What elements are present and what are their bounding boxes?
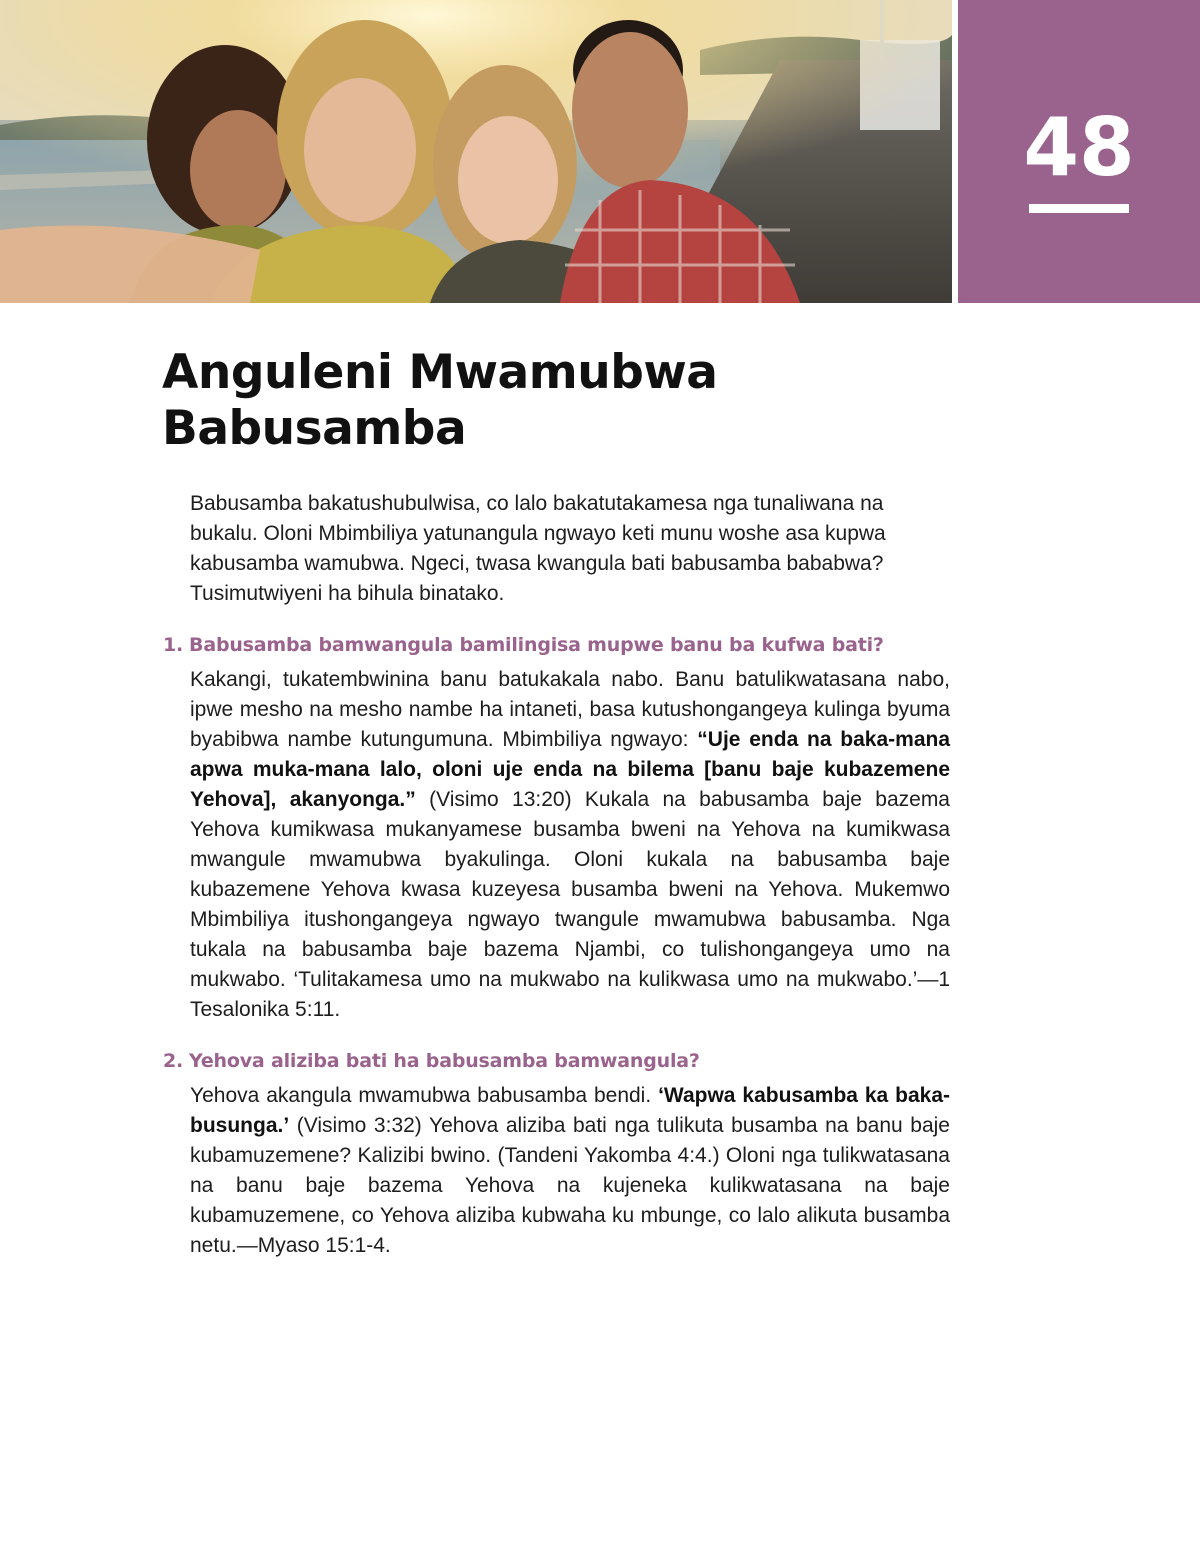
page-title-line-1: Anguleni Mwamubwa [162, 345, 718, 400]
page-title-line-2: Babusamba [162, 401, 467, 456]
lesson-number: 48 [1023, 101, 1135, 194]
answer-2-quote: ‘Wapwa kabusamba ka baka-busunga.’ [190, 1084, 950, 1137]
intro-paragraph: Babusamba bakatushubulwisa, co lalo bakatutakamesa nga tunaliwana na bukalu. Oloni Mbimbiliya yatunangula ngwayo keti munu woshe asa kupwa kabusamba wamubwa. Ngeci, twasa kwangula bati babusamba bababwa? Tusimutwiyeni ha bihula binatako. [190, 492, 886, 605]
question-1-number: 1. [163, 634, 184, 656]
question-2-text: Yehova aliziba bati ha babusamba bamwangula? [189, 1050, 700, 1072]
question-2-number: 2. [163, 1050, 184, 1072]
answer-1-paragraph [190, 665, 950, 1025]
lesson-number-underline [1029, 204, 1129, 213]
photo-of-friends-selfie-icon [0, 0, 952, 303]
answer-1-text-before: Kakangi, tukatembwinina banu batukakala nabo. Banu batulikwatasana nabo, ipwe mesho na mesho nambe ha intaneti, basa kutushongangeya kulinga byuma byabibwa nambe kutungumuna. Mbimbiliya ngwayo: [190, 668, 950, 751]
answer-2-text-after: (Visimo 3:32) Yehova aliziba bati nga tulikuta busamba na banu baje kubamuzemene? Kalizibi bwino. (Tandeni Yakomba 4:4.) Oloni nga tulikwatasana na banu baje bazema Yehova na kujeneka kulikwatasana na baje kubamuzemene, co Yehova aliziba kubwaha ku mbunge, co lalo alikuta busamba netu.—Myaso 15:1-4. [190, 1114, 950, 1257]
question-2 [163, 1047, 963, 1075]
header-photo [0, 0, 952, 303]
lesson-number-tab [958, 0, 1200, 303]
question-1-text: Babusamba bamwangula bamilingisa mupwe banu ba kufwa bati? [189, 634, 884, 656]
answer-2-text-before: Yehova akangula mwamubwa babusamba bendi. [190, 1084, 659, 1107]
page-title [162, 345, 962, 457]
answer-2-paragraph [190, 1081, 950, 1261]
answer-1-quote: “Uje enda na baka-mana apwa muka-mana lalo, oloni uje enda na bilema [banu baje kubazemene Yehova], akanyonga.” [190, 728, 951, 811]
lesson-content [0, 489, 1200, 1261]
answer-1-text-after: (Visimo 13:20) Kukala na babusamba baje bazema Yehova kumikwasa mukanyamese busamba bweni na Yehova na kumikwasa mwangule mwamubwa byakulinga. Oloni kukala na babusamba baje kubazemene Yehova kwasa kuzeyesa busamba bweni na Yehova. Mukemwo Mbimbiliya itushongangeya ngwayo twangule mwamubwa babusamba. Nga tukala na babusamba baje bazema Njambi, co tulishongangeya umo na mukwabo. ‘Tulitakamesa umo na mukwabo na kulikwasa umo na mukwabo.’—1 Tesalonika 5:11. [190, 788, 950, 1021]
question-1 [163, 631, 963, 659]
